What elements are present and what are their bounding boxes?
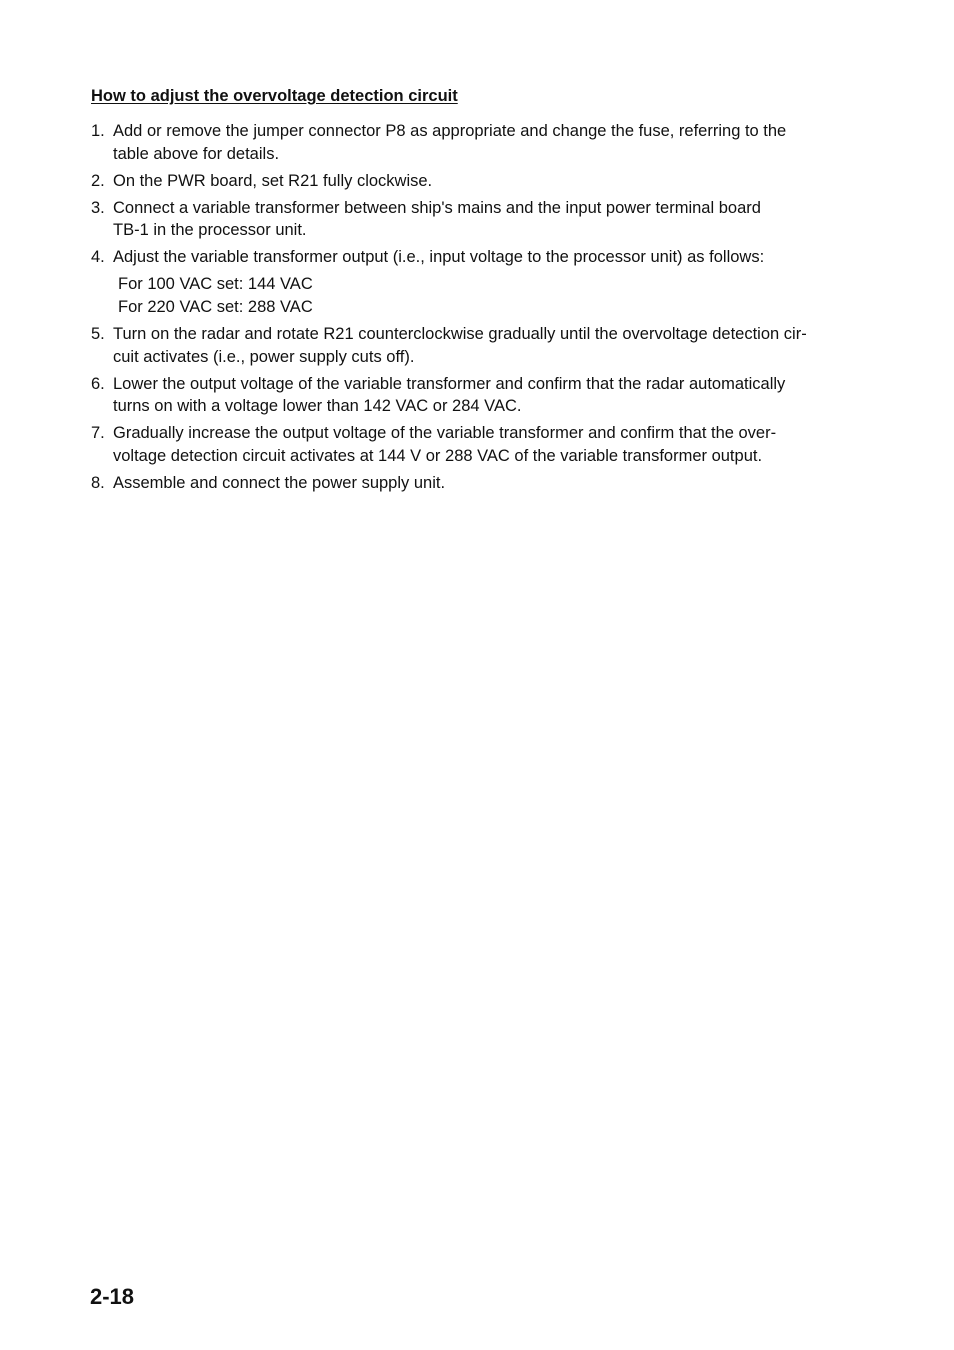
step-text-line: Lower the output voltage of the variable transformer and confirm that the radar automatically <box>113 374 786 393</box>
step-number: 8. <box>91 473 105 492</box>
step-text-line: turns on with a voltage lower than 142 VAC or 284 VAC. <box>113 397 522 415</box>
step-text-line: Add or remove the jumper connector P8 as appropriate and change the fuse, referring to the <box>113 122 787 140</box>
voltage-settings <box>113 273 851 319</box>
step-text-line: Gradually increase the output voltage of the variable transformer and confirm that the over- <box>113 424 777 442</box>
procedure-step-4 <box>91 246 851 319</box>
step-number: 7. <box>91 424 105 442</box>
step-number: 5. <box>91 325 105 343</box>
step-text-line: Assemble and connect the power supply unit. <box>113 473 446 492</box>
step-text-line: table above for details. <box>113 144 280 163</box>
step-number: 4. <box>91 248 105 266</box>
step-text-line: Adjust the variable transformer output (i.e., input voltage to the processor unit) as follows: <box>113 248 765 266</box>
procedure-step-2 <box>91 170 851 193</box>
procedure-steps-list <box>91 120 851 499</box>
procedure-step-7 <box>91 422 851 467</box>
procedure-step-3 <box>91 197 851 242</box>
step-text-line: TB-1 in the processor unit. <box>113 221 307 239</box>
step-text-line: voltage detection circuit activates at 144 V or 288 VAC of the variable transformer output. <box>113 446 763 465</box>
step-number: 3. <box>91 198 105 217</box>
section-heading: How to adjust the overvoltage detection circuit <box>91 87 458 105</box>
step-text-line: On the PWR board, set R21 fully clockwise. <box>113 171 433 190</box>
voltage-setting-220vac: For 220 VAC set: 288 VAC <box>118 297 313 316</box>
procedure-step-5 <box>91 323 851 368</box>
procedure-step-6 <box>91 373 851 418</box>
procedure-step-8 <box>91 472 851 495</box>
procedure-step-1 <box>91 120 851 165</box>
step-number: 1. <box>91 122 105 140</box>
step-number: 6. <box>91 374 105 393</box>
step-number: 2. <box>91 171 105 190</box>
voltage-setting-100vac: For 100 VAC set: 144 VAC <box>118 274 313 293</box>
step-text-line: cuit activates (i.e., power supply cuts off). <box>113 347 415 366</box>
page-number: 2-18 <box>90 1284 135 1309</box>
step-text-line: Connect a variable transformer between ship's mains and the input power terminal board <box>113 198 761 217</box>
step-text-line: Turn on the radar and rotate R21 counterclockwise gradually until the overvoltage detection cir- <box>113 325 807 343</box>
